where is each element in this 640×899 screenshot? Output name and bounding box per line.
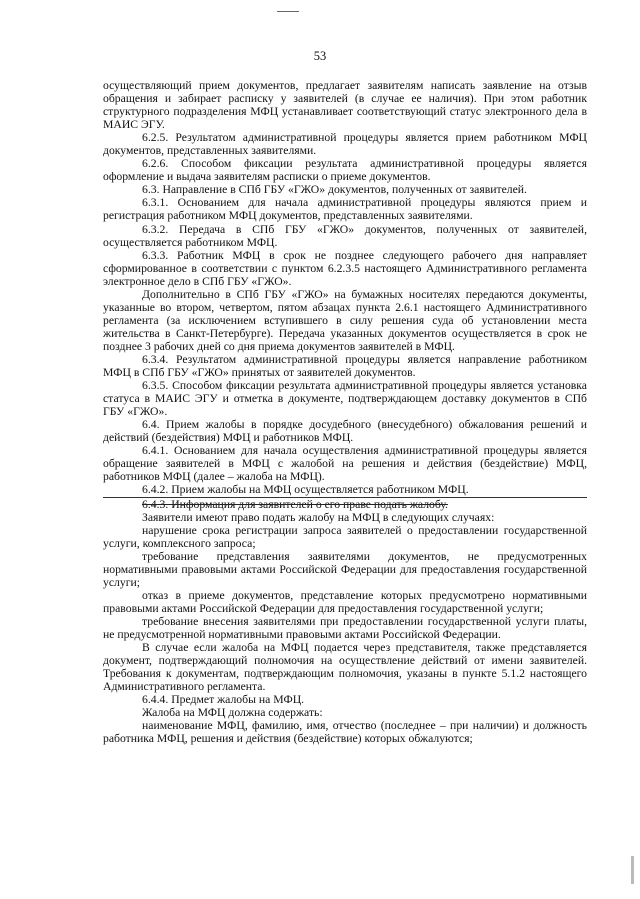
paragraph: наименование МФЦ, фамилию, имя, отчество (последнее – при наличии) и должность работника МФЦ, решения и действия (бездействие) которых обжалуются; xyxy=(103,719,587,746)
paragraph: 6.4. Прием жалобы в порядке досудебного (внесудебного) обжалования решений и действий (бездействия) МФЦ и работников МФЦ. xyxy=(103,418,587,445)
paragraph: нарушение срока регистрации запроса заявителей о предоставлении государственной услуги, комплексного запроса; xyxy=(103,523,587,550)
paragraph: В случае если жалоба на МФЦ подается через представителя, также представляется документ, подтверждающий полномочия на осуществление действий от имени заявителей. Требования к документам, подтверждающим полномочия, указаны в пункте 5.1.2 настоящего Административного регламента. xyxy=(103,641,587,694)
paragraph: 6.3.4. Результатом административной процедуры является направление работником МФЦ в СПб ГБУ «ГЖО» принятых от заявителей документов. xyxy=(103,352,587,380)
paragraph: 6.4.1. Основанием для начала осуществления административной процедуры является обращение заявителей в МФЦ с жалобой на решения и действия (бездействие) МФЦ, работников МФЦ (далее – жалоба на МФЦ). xyxy=(103,444,587,484)
paragraph: 6.3.5. Способом фиксации результата административной процедуры является установка статуса в МАИС ЭГУ и отметка в документе, подтверждающем доставку документов в СПб ГБУ «ГЖО». xyxy=(103,379,587,419)
document-body xyxy=(103,79,587,745)
paragraph: 6.4.4. Предмет жалобы на МФЦ. xyxy=(142,693,305,707)
scan-edge-artifact xyxy=(631,856,634,884)
page-number: 53 xyxy=(313,49,327,63)
paragraph: 6.3. Направление в СПб ГБУ «ГЖО» документов, полученных от заявителей. xyxy=(142,183,527,197)
paragraph: осуществляющий прием документов, предлагает заявителям написать заявление на отзыв обращения и забирает расписку у заявителей (в случае ее наличия). При этом работник структурного подразделения МФЦ устанавливает соответствующий статус электронного дела в МАИС ЭГУ. xyxy=(103,79,587,132)
paragraph: 6.3.2. Передача в СПб ГБУ «ГЖО» документов, полученных от заявителей, осуществляется работником МФЦ. xyxy=(103,222,587,249)
paragraph: требование представления заявителями документов, не предусмотренных нормативными правовыми актами Российской Федерации для предоставления государственной услуги; xyxy=(103,549,587,589)
paragraph: 6.3.1. Основанием для начала административной процедуры являются прием и регистрация работником МФЦ документов, представленных заявителями. xyxy=(103,196,587,223)
paragraph: требование внесения заявителями при предоставлении государственной услуги платы, не предусмотренной нормативными правовыми актами Российской Федерации. xyxy=(103,614,587,641)
paragraph: 6.2.5. Результатом административной процедуры является прием работником МФЦ документов, представленных заявителями. xyxy=(103,131,587,158)
paragraph: 6.3.3. Работник МФЦ в срок не позднее следующего рабочего дня направляет сформированное в соответствии с пунктом 6.2.3.5 настоящего Административного регламента электронное дело в СПб ГБУ «ГЖО». xyxy=(103,248,587,288)
paragraph: 6.4.2. Прием жалобы на МФЦ осуществляется работником МФЦ. xyxy=(142,483,469,497)
struck-text: 6.4.3. Информация для заявителей о его праве подать жалобу. xyxy=(142,497,448,511)
paragraph: Заявители имеют право подать жалобу на МФЦ в следующих случаях: xyxy=(142,510,495,524)
paragraph: Жалоба на МФЦ должна содержать: xyxy=(142,706,323,720)
paragraph: Дополнительно в СПб ГБУ «ГЖО» на бумажных носителях передаются документы, указанные во втором, четвертом, пятом абзацах пункта 2.6.1 настоящего Административного регламента (за исключением вступившего в силу решения суда об установлении места жительства в Санкт-Петербурге). Передача указанных документов осуществляется в срок не позднее 3 рабочих дней со дня приема документов заявителей в МФЦ. xyxy=(103,287,587,353)
paragraph-separated xyxy=(103,497,587,511)
scan-artifact-mark xyxy=(277,11,299,12)
paragraph: 6.2.6. Способом фиксации результата административной процедуры является оформление и выдача заявителям расписки о приеме документов. xyxy=(103,157,587,184)
paragraph: отказ в приеме документов, представление которых предусмотрено нормативными правовыми актами Российской Федерации для предоставления государственной услуги; xyxy=(103,588,587,615)
